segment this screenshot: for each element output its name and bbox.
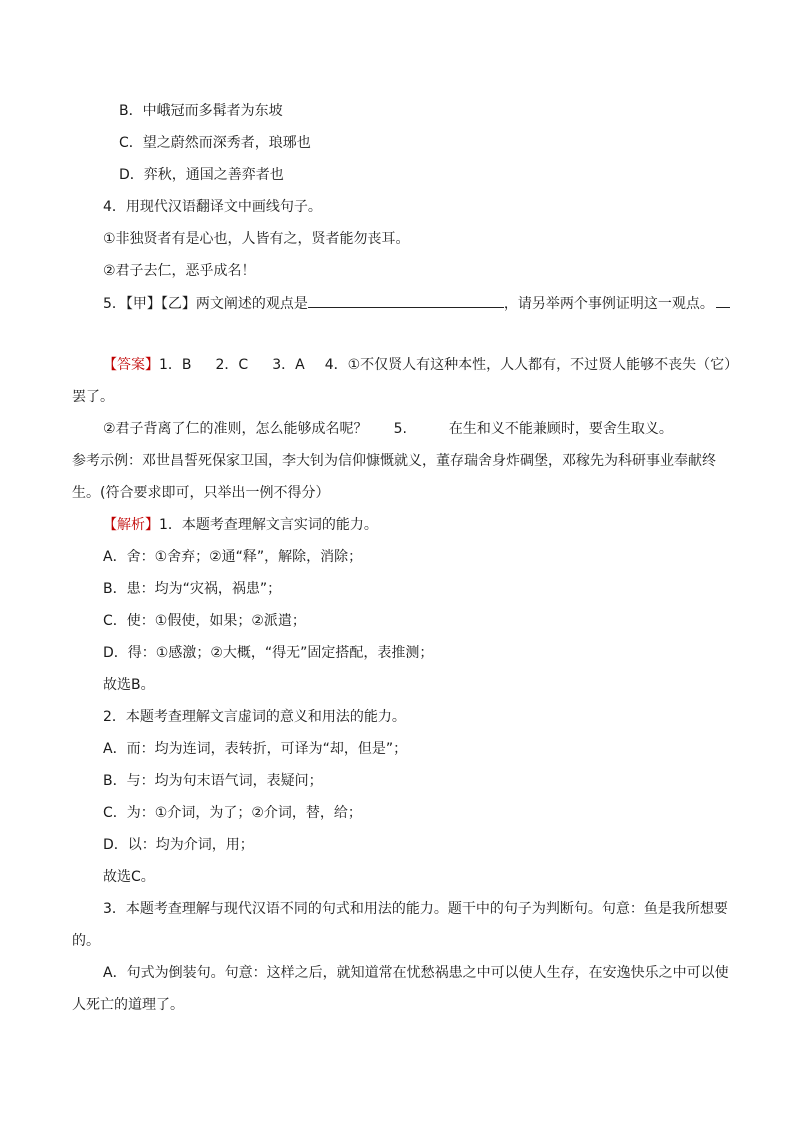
analysis-3-option-a-line-2: 人死亡的道理了。 — [72, 997, 184, 1013]
example-line-2: 生。(符合要求即可，只举出一例不得分） — [72, 485, 330, 501]
analysis-3-line-1: 3．本题考查理解与现代汉语不同的句式和用法的能力。题干中的句子为判断句。句意：鱼是我所想要 — [103, 901, 728, 917]
analysis-1-intro: 1．本题考查理解文言实词的能力。 — [159, 517, 378, 533]
analysis-2-item-d: D．以：均为介词，用； — [103, 837, 254, 853]
option-d: D．弈秋，通国之善弈者也 — [119, 167, 284, 183]
answer-4-line-2: 罢了。 — [72, 389, 114, 405]
analysis-1-item-d: D．得：①感激；②大概，“得无”固定搭配，表推测； — [103, 645, 434, 661]
analysis-3-option-a-line-1: A．句式为倒装句。句意：这样之后，就知道常在忧愁祸患之中可以使人生存，在安逸快乐之中可以使 — [103, 965, 729, 981]
analysis-1-conclusion: 故选B。 — [103, 677, 155, 693]
answer-4-5-line — [103, 419, 673, 439]
analysis-2-conclusion: 故选C。 — [103, 869, 155, 885]
question-4-sentence-2: ②君子去仁，恶乎成名！ — [103, 263, 256, 279]
option-c: C．望之蔚然而深秀者，琅琊也 — [119, 135, 311, 151]
option-b: B．中峨冠而多髯者为东坡 — [119, 103, 283, 119]
answer-5-text: 在生和义不能兼顾时，要舍生取义。 — [448, 421, 673, 437]
analysis-1-item-a: A．舍：①舍弃；②通“释”，解除，消除； — [103, 549, 363, 565]
question-5-prompt-a: 5．【甲】【乙】两文阐述的观点是 — [103, 296, 308, 312]
question-5-prompt-b: ，请另举两个事例证明这一观点。 — [503, 296, 714, 312]
answer-2: 2．C — [215, 357, 249, 373]
example-line-1: 参考示例：邓世昌誓死保家卫国，李大钊为信仰慷慨就义，董存瑞舍身炸碉堡，邓稼先为科研事业奉献终 — [72, 453, 716, 469]
answer-line — [103, 355, 738, 375]
answer-4-sentence-2: ②君子背离了仁的准则，怎么能够成名呢？ — [103, 421, 368, 437]
answer-4-line-1: 4．①不仅贤人有这种本性，人人都有，不过贤人能够不丧失（它） — [324, 357, 739, 373]
analysis-1-item-c: C．使：①假使，如果；②派遣； — [103, 613, 306, 629]
analysis-3-line-2: 的。 — [72, 933, 100, 949]
answer-5-number: 5. — [393, 421, 407, 437]
question-4-sentence-1: ①非独贤者有是心也，人皆有之，贤者能勿丧耳。 — [103, 231, 410, 247]
analysis-tag: 【解析】 — [103, 517, 159, 533]
analysis-2-intro: 2．本题考查理解文言虚词的意义和用法的能力。 — [103, 709, 406, 725]
answer-tag: 【答案】 — [103, 357, 159, 373]
answer-blank — [308, 293, 504, 308]
question-5 — [103, 293, 730, 314]
question-4-prompt: 4．用现代汉语翻译文中画线句子。 — [103, 199, 322, 215]
analysis-2-item-a: A．而：均为连词，表转折，可译为“却，但是”； — [103, 741, 408, 757]
analysis-2-item-b: B．与：均为句末语气词，表疑问； — [103, 773, 323, 789]
answer-3: 3．A — [272, 357, 305, 373]
analysis-1-item-b: B．患：均为“灾祸，祸患”； — [103, 581, 282, 597]
analysis-2-item-c: C．为：①介词，为了；②介词，替，给； — [103, 805, 362, 821]
answer-blank-2 — [716, 293, 730, 308]
answer-1: 1．B — [159, 357, 192, 373]
analysis-intro-line — [103, 515, 378, 535]
